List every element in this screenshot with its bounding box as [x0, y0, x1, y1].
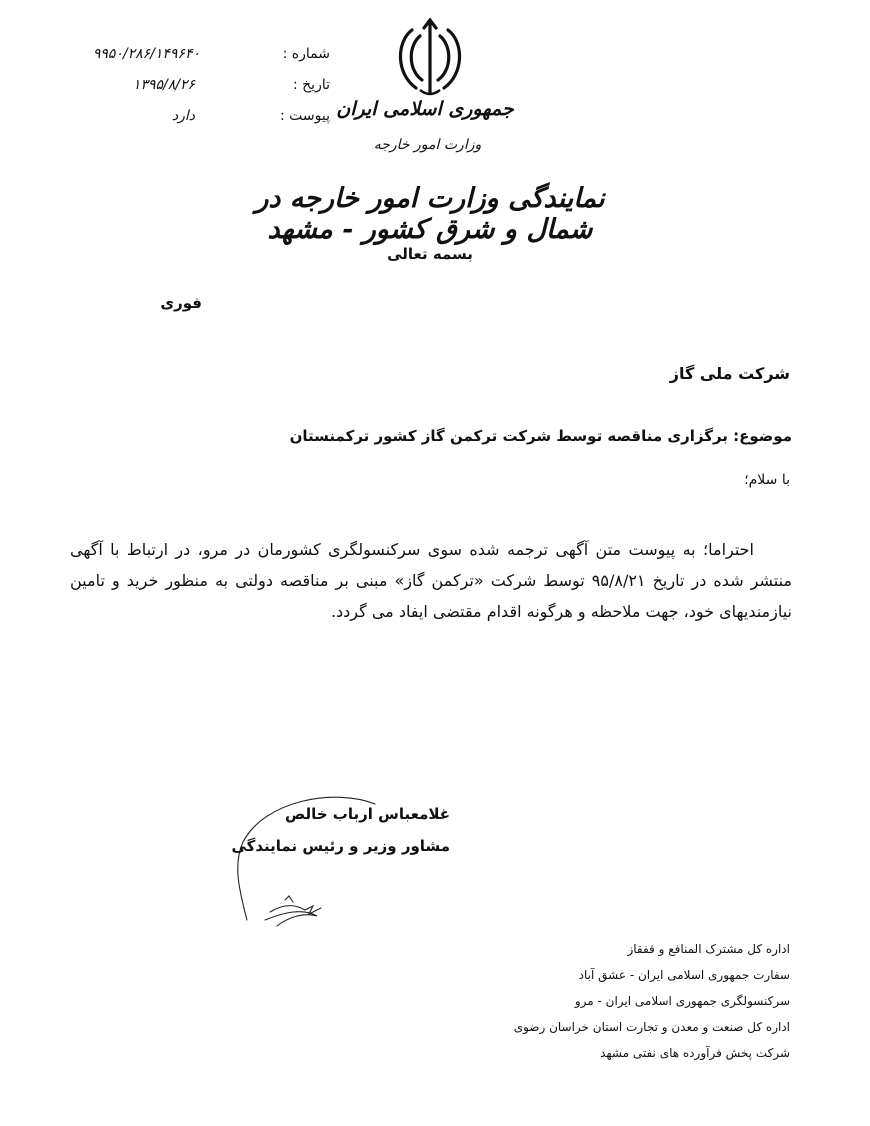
handwritten-signature [225, 780, 415, 940]
recipient: شرکت ملی گاز [669, 364, 790, 383]
attachment-row [60, 108, 330, 130]
letter-number-label: شماره : [282, 46, 330, 62]
letter-date-row [60, 77, 330, 99]
signer-name: غلامعباس ارباب خالص [285, 805, 450, 823]
cc-recipient: اداره کل صنعت و معدن و تجارت استان خراسان رضوی [513, 1020, 790, 1034]
cc-recipient: سرکنسولگری جمهوری اسلامی ایران - مرو [574, 994, 790, 1008]
attachment-value: دارد [171, 108, 195, 124]
cc-recipients-list [514, 936, 790, 1066]
letter-body: احتراما؛ به پیوست متن آگهی ترجمه شده سوی سرکنسولگری کشورمان در مرو، در ارتباط با آگهی منتشر شده در تاریخ ۹۵/۸/۲۱ توسط شرکت «ترکمن گاز» مبنی بر مناقصه دولتی به منظور خرید و تامین نیازمندیهای خود، جهت ملاحظه و هرگونه اقدام مقتضی ایفاد می گردد. [70, 540, 792, 621]
cc-recipient: شرکت پخش فرآورده های نفتی مشهد [600, 1046, 790, 1060]
signer-title: مشاور وزیر و رئیس نمایندگی [231, 837, 450, 855]
bismillah-heading: بسمه تعالی [387, 245, 473, 263]
subject-line: موضوع: برگزاری مناقصه توسط شرکت ترکمن گاز کشور ترکمنستان [289, 427, 792, 445]
iran-emblem-icon [390, 18, 470, 100]
urgency-label: فوری [160, 294, 202, 312]
cc-recipient: سفارت جمهوری اسلامی ایران - عشق آباد [578, 968, 790, 982]
letter-date-value: ۱۳۹۵/۸/۲۶ [132, 77, 195, 93]
cc-recipient: اداره کل مشترک المنافع و قفقاز [627, 942, 790, 956]
letter-number-value: ۹۹۵۰/۲۸۶/۱۴۹۶۴۰ [92, 46, 200, 62]
org-office-name: نمایندگی وزارت امور خارجه در شمال و شرق کشور - مشهد [255, 183, 605, 245]
letter-number-row [60, 46, 330, 68]
org-country-name: جمهوری اسلامی ایران [336, 98, 514, 120]
attachment-label: پیوست : [280, 108, 330, 124]
greeting: با سلام؛ [744, 472, 790, 488]
org-ministry-name: وزارت امور خارجه [373, 137, 482, 153]
letter-date-label: تاریخ : [292, 77, 330, 93]
